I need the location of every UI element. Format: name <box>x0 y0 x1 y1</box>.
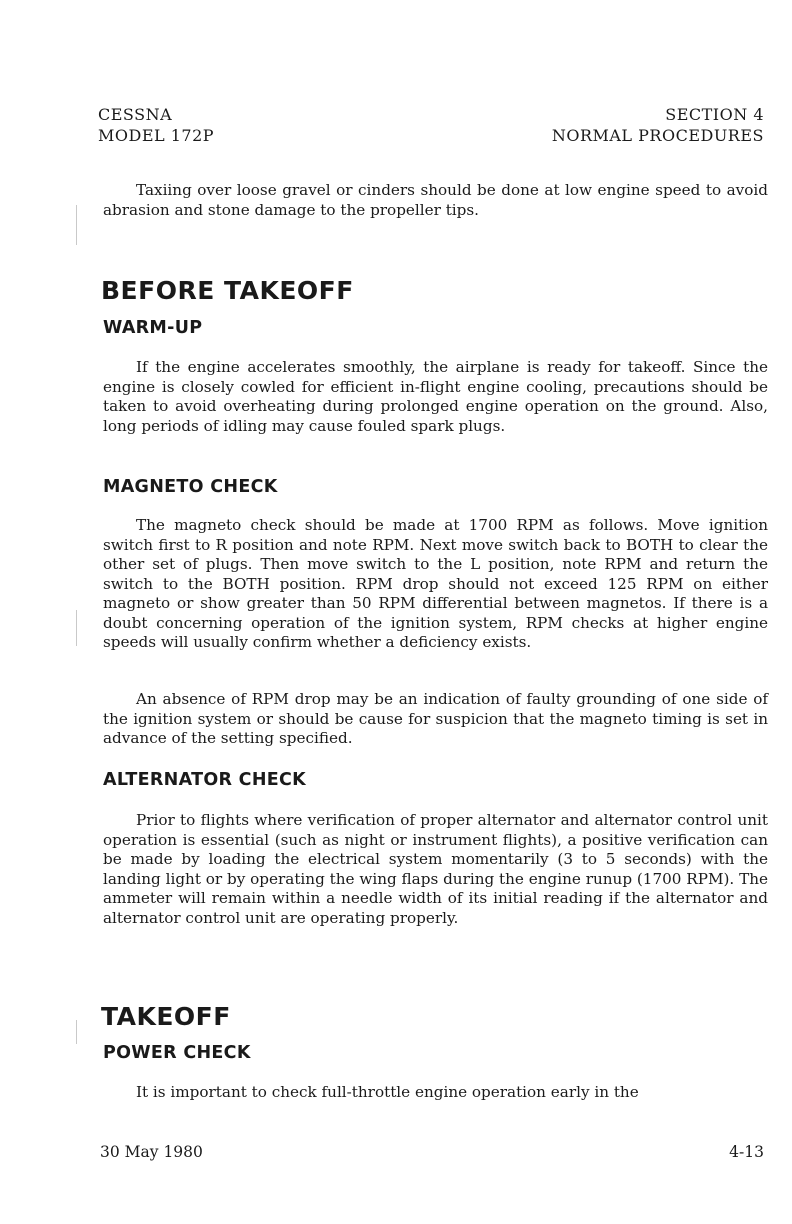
footer-date: 30 May 1980 <box>100 1143 203 1161</box>
section-title-before-takeoff: BEFORE TAKEOFF <box>101 276 354 305</box>
warm-up-paragraph: If the engine accelerates smoothly, the airplane is ready for takeoff. Since the engine is closely cowled for efficient in-flight engine cooling, precautions should be taken to avoid overheating during prolonged engine operation on the ground. Also, long periods of idling may cause fouled spark plugs. <box>103 358 768 435</box>
header-left <box>98 104 214 146</box>
binding-mark <box>76 205 77 245</box>
subsection-title-magneto-check: MAGNETO CHECK <box>103 477 278 497</box>
header-section: SECTION 4 <box>665 105 764 124</box>
binding-mark <box>76 1020 77 1044</box>
magneto-check-paragraph-1: The magneto check should be made at 1700 RPM as follows. Move ignition switch first to R position and note RPM. Next move switch back to BOTH to clear the other set of plugs. Then move switch to the L position, note RPM and return the switch to the BOTH position. RPM drop should not exceed 125 RPM on either magneto or show greater than 50 RPM differential between magnetos. If there is a doubt concerning operation of the ignition system, RPM checks at higher engine speeds will usually confirm whether a deficiency exists. <box>103 516 768 651</box>
magneto-check-paragraph-2: An absence of RPM drop may be an indication of faulty grounding of one side of the ignition system or should be cause for suspicion that the magneto timing is set in advance of the setting specified. <box>103 690 768 747</box>
subsection-title-power-check: POWER CHECK <box>103 1043 251 1063</box>
power-check-paragraph: It is important to check full-throttle engine operation early in the <box>136 1083 639 1101</box>
subsection-title-alternator-check: ALTERNATOR CHECK <box>103 770 307 790</box>
subsection-title-warm-up: WARM-UP <box>103 318 203 338</box>
header-model: MODEL 172P <box>98 126 215 145</box>
footer-page-number: 4-13 <box>729 1143 764 1161</box>
header-right <box>552 104 764 146</box>
header-manufacturer: CESSNA <box>98 105 173 124</box>
alternator-check-paragraph: Prior to flights where verification of proper alternator and alternator control unit operation is essential (such as night or instrument flights), a positive verification can be made by loading the electrical system momentarily (3 to 5 seconds) with the landing light or by operating the wing flaps during the engine runup (1700 RPM). The ammeter will remain within a needle width of its initial reading if the alternator and alternator control unit are operating properly. <box>103 811 768 927</box>
binding-mark <box>76 610 77 646</box>
section-title-takeoff: TAKEOFF <box>101 1002 231 1031</box>
header-section-title: NORMAL PROCEDURES <box>551 126 764 145</box>
intro-paragraph: Taxiing over loose gravel or cinders should be done at low engine speed to avoid abrasion and stone damage to the propeller tips. <box>103 181 768 219</box>
